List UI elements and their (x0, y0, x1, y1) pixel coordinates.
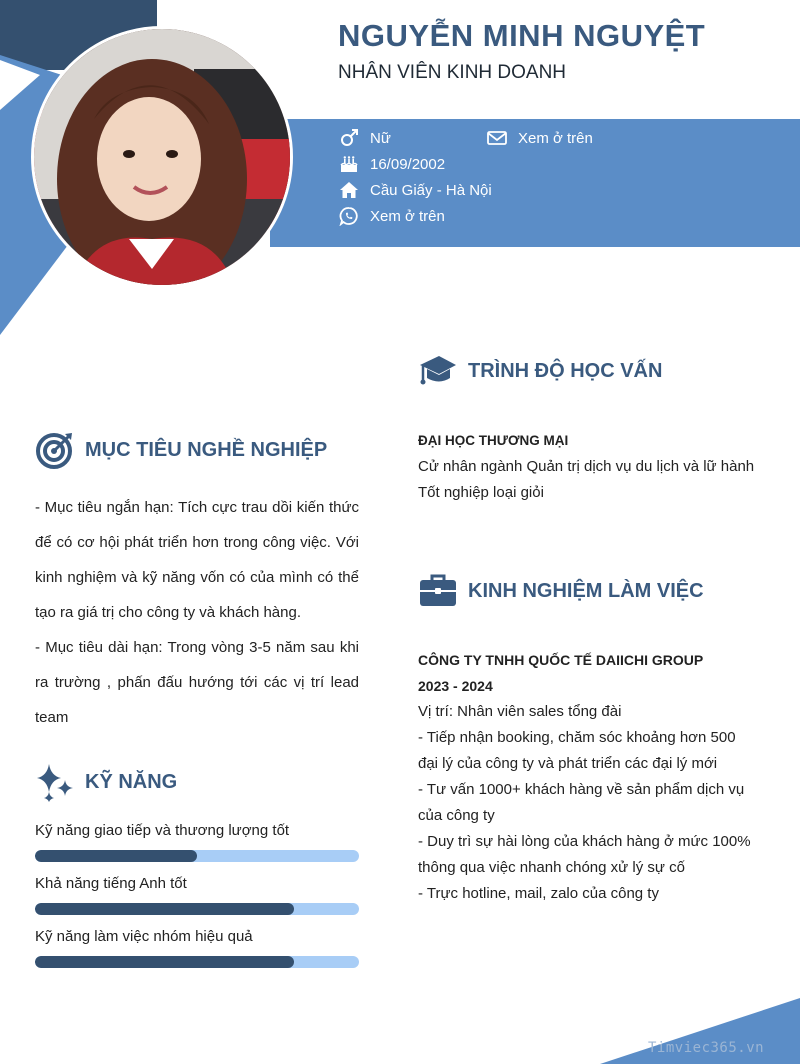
skill-label: Kỹ năng giao tiếp và thương lượng tốt (35, 822, 290, 839)
objective-short-term: - Mục tiêu ngắn hạn: Tích cực trau dồi kiến thức để có cơ hội phát triển hơn trong công việc. Với kinh nghiệm và kỹ năng vốn có của mình có thể tạo ra giá trị cho công ty và khách hàng. (35, 499, 359, 621)
education-degree: Cử nhân ngành Quản trị dịch vụ du lịch và lữ hành (418, 458, 755, 475)
skill-label: Kỹ năng làm việc nhóm hiệu quả (35, 928, 253, 945)
candidate-name: NGUYỄN MINH NGUYỆT (338, 18, 706, 53)
contact-birthday (338, 154, 445, 174)
sparkle-icon (35, 762, 75, 802)
contact-address (338, 180, 492, 200)
gender-value: Nữ (370, 129, 391, 147)
education-title: TRÌNH ĐỘ HỌC VẤN (468, 359, 663, 382)
phone-value: Xem ở trên (370, 207, 445, 225)
objective-text (35, 490, 359, 735)
experience-duty: - Duy trì sự hài lòng của khách hàng ở mức 100% thông qua việc nhanh chóng xử lý sự cố (418, 833, 751, 876)
gender-icon (338, 128, 360, 148)
envelope-icon (486, 128, 508, 148)
address-value: Cầu Giấy - Hà Nội (370, 181, 492, 199)
skill-bar-fill (35, 903, 294, 915)
target-icon (35, 430, 75, 470)
skill-label: Khả năng tiếng Anh tốt (35, 875, 187, 892)
job-title: NHÂN VIÊN KINH DOANH (338, 62, 567, 83)
skill-bar (35, 956, 359, 968)
home-icon (338, 180, 360, 200)
experience-entry (418, 647, 758, 907)
graduation-cap-icon (418, 351, 458, 391)
skill-bar-fill (35, 850, 197, 862)
experience-duty: - Tiếp nhận booking, chăm sóc khoảng hơn 500 đại lý của công ty và phát triển các đại lý mới (418, 729, 736, 772)
skill-bar-fill (35, 956, 294, 968)
experience-duty: - Trực hotline, mail, zalo của công ty (418, 885, 659, 902)
whatsapp-icon (338, 206, 360, 226)
watermark: Timviec365.vn (648, 1040, 765, 1056)
experience-company: CÔNG TY TNHH QUỐC TẾ DAIICHI GROUP (418, 652, 704, 668)
briefcase-icon (418, 571, 458, 611)
birthday-cake-icon (338, 154, 360, 174)
objective-title: MỤC TIÊU NGHỀ NGHIỆP (85, 438, 328, 461)
education-entry (418, 428, 758, 506)
email-value: Xem ở trên (518, 129, 593, 147)
experience-heading (418, 571, 704, 611)
birthday-value: 16/09/2002 (370, 155, 446, 173)
experience-period: 2023 - 2024 (418, 678, 493, 694)
skill-bar (35, 903, 359, 915)
education-heading (418, 351, 662, 391)
skills-title: KỸ NĂNG (85, 770, 178, 793)
education-grade: Tốt nghiệp loại giỏi (418, 484, 544, 501)
skills-heading (35, 762, 177, 802)
experience-duty: - Tư vấn 1000+ khách hàng về sản phẩm dịch vụ của công ty (418, 781, 745, 824)
experience-title: KINH NGHIỆM LÀM VIỆC (468, 579, 704, 602)
experience-position: Vị trí: Nhân viên sales tổng đài (418, 703, 622, 720)
contact-email (486, 128, 593, 148)
contact-phone (338, 206, 445, 226)
education-school: ĐẠI HỌC THƯƠNG MẠI (418, 433, 569, 448)
objective-long-term: - Mục tiêu dài hạn: Trong vòng 3-5 năm sau khi ra trường , phấn đấu hướng tới các vị trí lead team (35, 639, 359, 726)
skill-bar (35, 850, 359, 862)
profile-photo (31, 26, 293, 288)
contact-gender (338, 128, 391, 148)
objective-heading (35, 430, 327, 470)
